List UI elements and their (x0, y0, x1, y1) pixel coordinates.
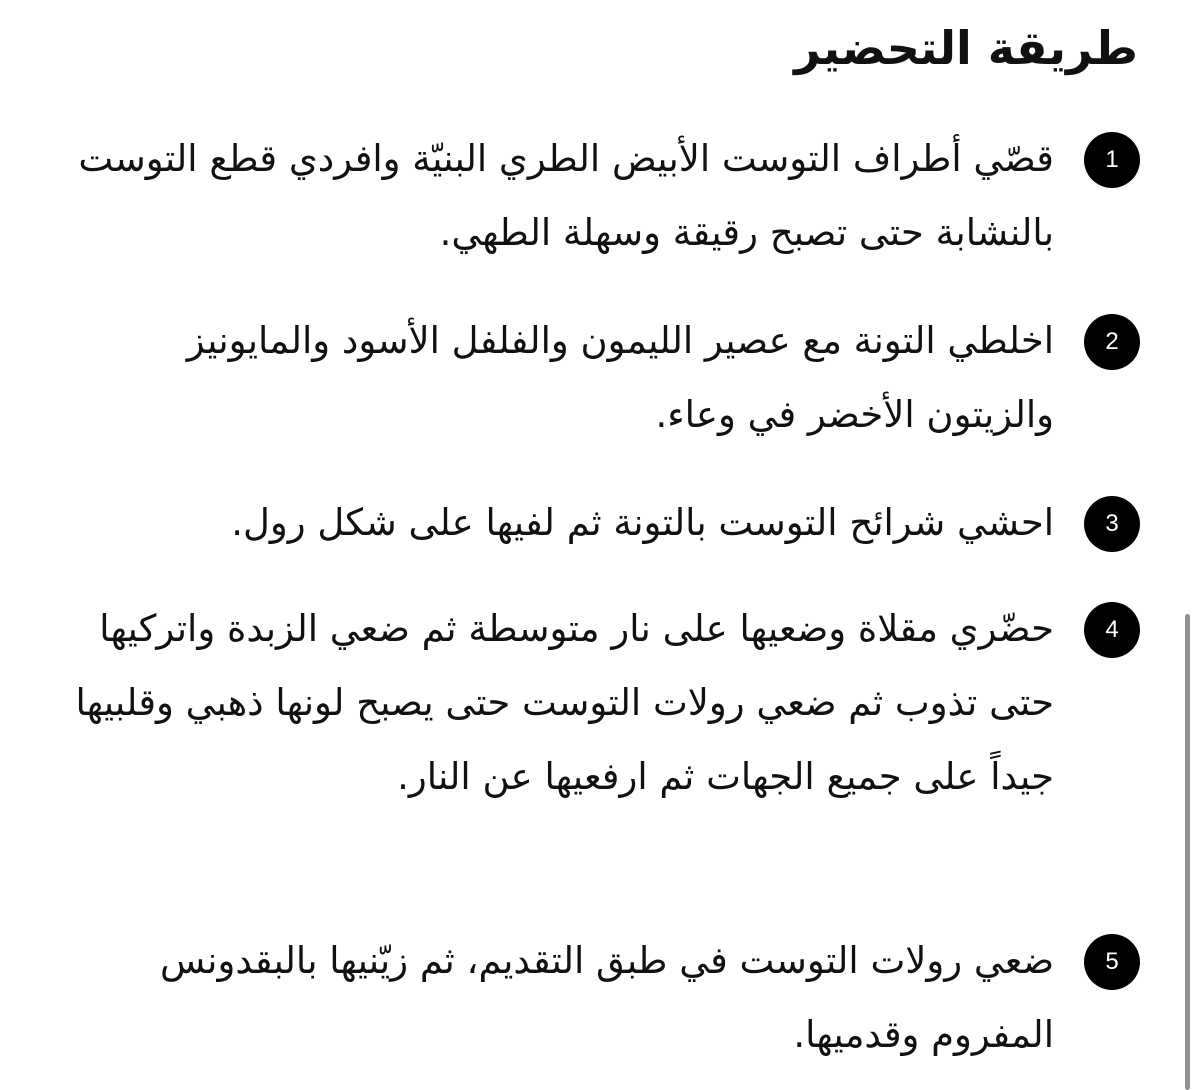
step-number-badge: 4 (1084, 602, 1140, 658)
step-text: قصّي أطراف التوست الأبيض الطري البنيّة وافردي قطع التوست بالنشابة حتى تصبح رقيقة وسهلة الطهي. (78, 137, 1054, 254)
step-number-badge: 2 (1084, 314, 1140, 370)
vertical-scrollbar[interactable] (1185, 614, 1190, 1090)
section-title: طريقة التحضير (794, 21, 1138, 75)
step-text: حضّري مقلاة وضعيها على نار متوسطة ثم ضعي الزبدة واتركيها حتى تذوب ثم ضعي رولات التوست حتى يصبح لونها ذهبي وقلبيها جيداً على جميع الجهات ثم ارفعيها عن النار. (75, 607, 1054, 798)
step-number-badge: 1 (1084, 132, 1140, 188)
step-number-badge: 3 (1084, 496, 1140, 552)
step-number-badge: 5 (1084, 934, 1140, 990)
step-text: اخلطي التونة مع عصير الليمون والفلفل الأسود والمايونيز والزيتون الأخضر في وعاء. (186, 319, 1054, 436)
step-text: ضعي رولات التوست في طبق التقديم، ثم زيّنيها بالبقدونس المفروم وقدميها. (160, 939, 1054, 1056)
step-text: احشي شرائح التوست بالتونة ثم لفيها على شكل رول. (231, 501, 1054, 544)
